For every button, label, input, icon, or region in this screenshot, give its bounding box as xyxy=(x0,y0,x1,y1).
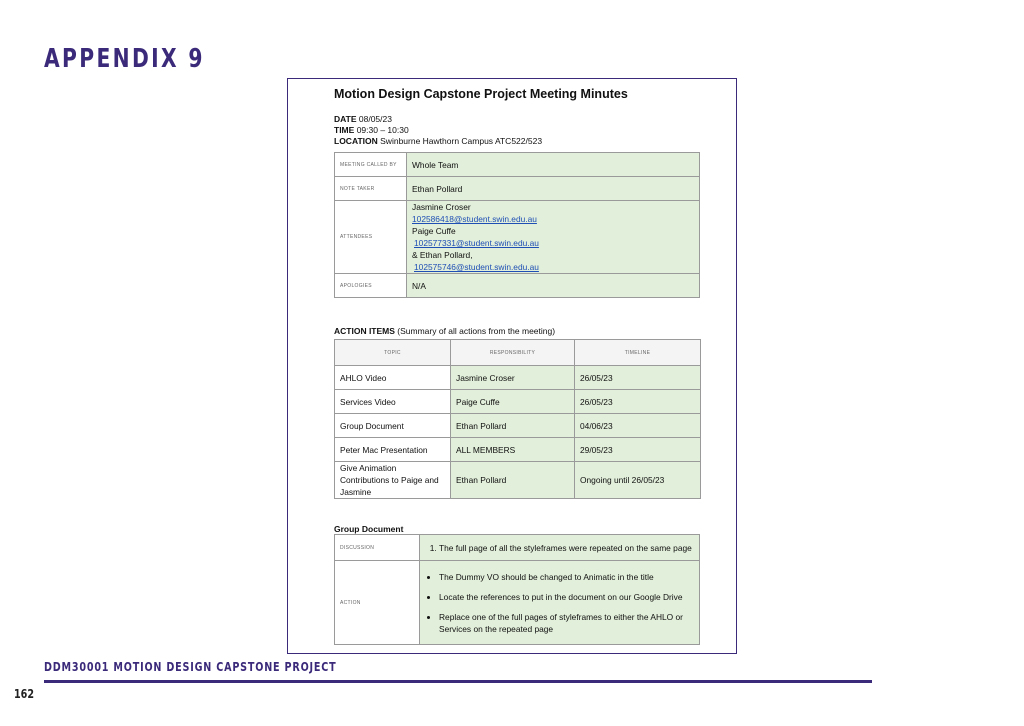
column-header-timeline: TIMELINE xyxy=(575,340,701,366)
location-line xyxy=(334,136,700,147)
action-items-table xyxy=(334,339,701,499)
discussion-label: DISCUSSION xyxy=(335,535,420,561)
attendees-value xyxy=(407,201,700,274)
timeline-cell: 26/05/23 xyxy=(575,366,701,390)
responsibility-cell: Paige Cuffe xyxy=(451,390,575,414)
attendee-email-link[interactable]: 102575746@student.swin.edu.au xyxy=(414,262,539,272)
time-label: TIME xyxy=(334,125,355,135)
document-content xyxy=(334,87,700,645)
table-row xyxy=(335,366,701,390)
responsibility-cell: Jasmine Croser xyxy=(451,366,575,390)
note-taker-label: NOTE TAKER xyxy=(335,177,407,201)
timeline-cell: 04/06/23 xyxy=(575,414,701,438)
location-value: Swinburne Hawthorn Campus ATC522/523 xyxy=(380,136,543,146)
group-document-heading: Group Document xyxy=(334,524,404,534)
date-label: DATE xyxy=(334,114,357,124)
table-row xyxy=(335,561,700,645)
time-value: 09:30 – 10:30 xyxy=(356,125,409,135)
action-label: ACTION xyxy=(335,561,420,645)
called-by-value: Whole Team xyxy=(407,153,700,177)
column-header-responsibility: RESPONSIBILITY xyxy=(451,340,575,366)
document-title: Motion Design Capstone Project Meeting Minutes xyxy=(334,87,628,101)
action-list xyxy=(425,571,694,635)
action-items-heading-bold: ACTION ITEMS xyxy=(334,326,395,336)
table-header-row xyxy=(335,340,701,366)
topic-cell: Give Animation Contributions to Paige and Jasmine xyxy=(335,462,451,499)
meeting-meta xyxy=(334,114,700,147)
responsibility-cell: Ethan Pollard xyxy=(451,414,575,438)
attendee-name: Paige Cuffe xyxy=(412,226,456,236)
responsibility-cell: ALL MEMBERS xyxy=(451,438,575,462)
table-row xyxy=(335,535,700,561)
page-number: 162 xyxy=(14,687,35,701)
time-line xyxy=(334,125,700,136)
appendix-title: APPENDIX 9 xyxy=(44,44,205,74)
column-header-topic: TOPIC xyxy=(335,340,451,366)
timeline-cell: Ongoing until 26/05/23 xyxy=(575,462,701,499)
action-items-heading-note: (Summary of all actions from the meeting) xyxy=(394,326,556,336)
attendees-label: ATTENDEES xyxy=(335,201,407,274)
apologies-value: N/A xyxy=(407,274,700,298)
note-taker-value: Ethan Pollard xyxy=(407,177,700,201)
action-item: • Locate the references to put in the document on our Google Drive xyxy=(439,591,694,603)
discussion-list xyxy=(425,542,694,554)
location-label: LOCATION xyxy=(334,136,378,146)
action-item: • Replace one of the full pages of styleframes to either the AHLO or Services on the repeated page xyxy=(439,611,694,635)
discussion-item: 1. The full page of all the styleframes were repeated on the same page xyxy=(439,542,694,554)
group-document-table xyxy=(334,534,700,645)
table-row xyxy=(335,390,701,414)
table-row xyxy=(335,414,701,438)
called-by-label: MEETING CALLED BY xyxy=(335,153,407,177)
date-line xyxy=(334,114,700,125)
attendee-email-link[interactable]: 102577331@student.swin.edu.au xyxy=(414,238,539,248)
table-row xyxy=(335,438,701,462)
timeline-cell: 26/05/23 xyxy=(575,390,701,414)
discussion-value xyxy=(420,535,700,561)
meeting-info-table xyxy=(334,152,700,298)
topic-cell: Group Document xyxy=(335,414,451,438)
responsibility-cell: Ethan Pollard xyxy=(451,462,575,499)
table-row xyxy=(335,201,700,274)
footer-divider xyxy=(44,680,872,683)
table-row xyxy=(335,177,700,201)
timeline-cell: 29/05/23 xyxy=(575,438,701,462)
topic-cell: Peter Mac Presentation xyxy=(335,438,451,462)
date-value: 08/05/23 xyxy=(358,114,392,124)
attendee-name: Jasmine Croser xyxy=(412,202,471,212)
apologies-label: APOLOGIES xyxy=(335,274,407,298)
topic-cell: Services Video xyxy=(335,390,451,414)
topic-cell: AHLO Video xyxy=(335,366,451,390)
table-row xyxy=(335,274,700,298)
table-row xyxy=(335,462,701,499)
table-row xyxy=(335,153,700,177)
attendee-email-link[interactable]: 102586418@student.swin.edu.au xyxy=(412,214,537,224)
action-items-heading xyxy=(334,326,700,336)
meeting-minutes-document xyxy=(287,78,737,654)
action-value xyxy=(420,561,700,645)
action-item: • The Dummy VO should be changed to Animatic in the title xyxy=(439,571,694,583)
attendee-name: & Ethan Pollard, xyxy=(412,250,473,260)
footer-course-title: DDM30001 MOTION DESIGN CAPSTONE PROJECT xyxy=(44,660,337,674)
